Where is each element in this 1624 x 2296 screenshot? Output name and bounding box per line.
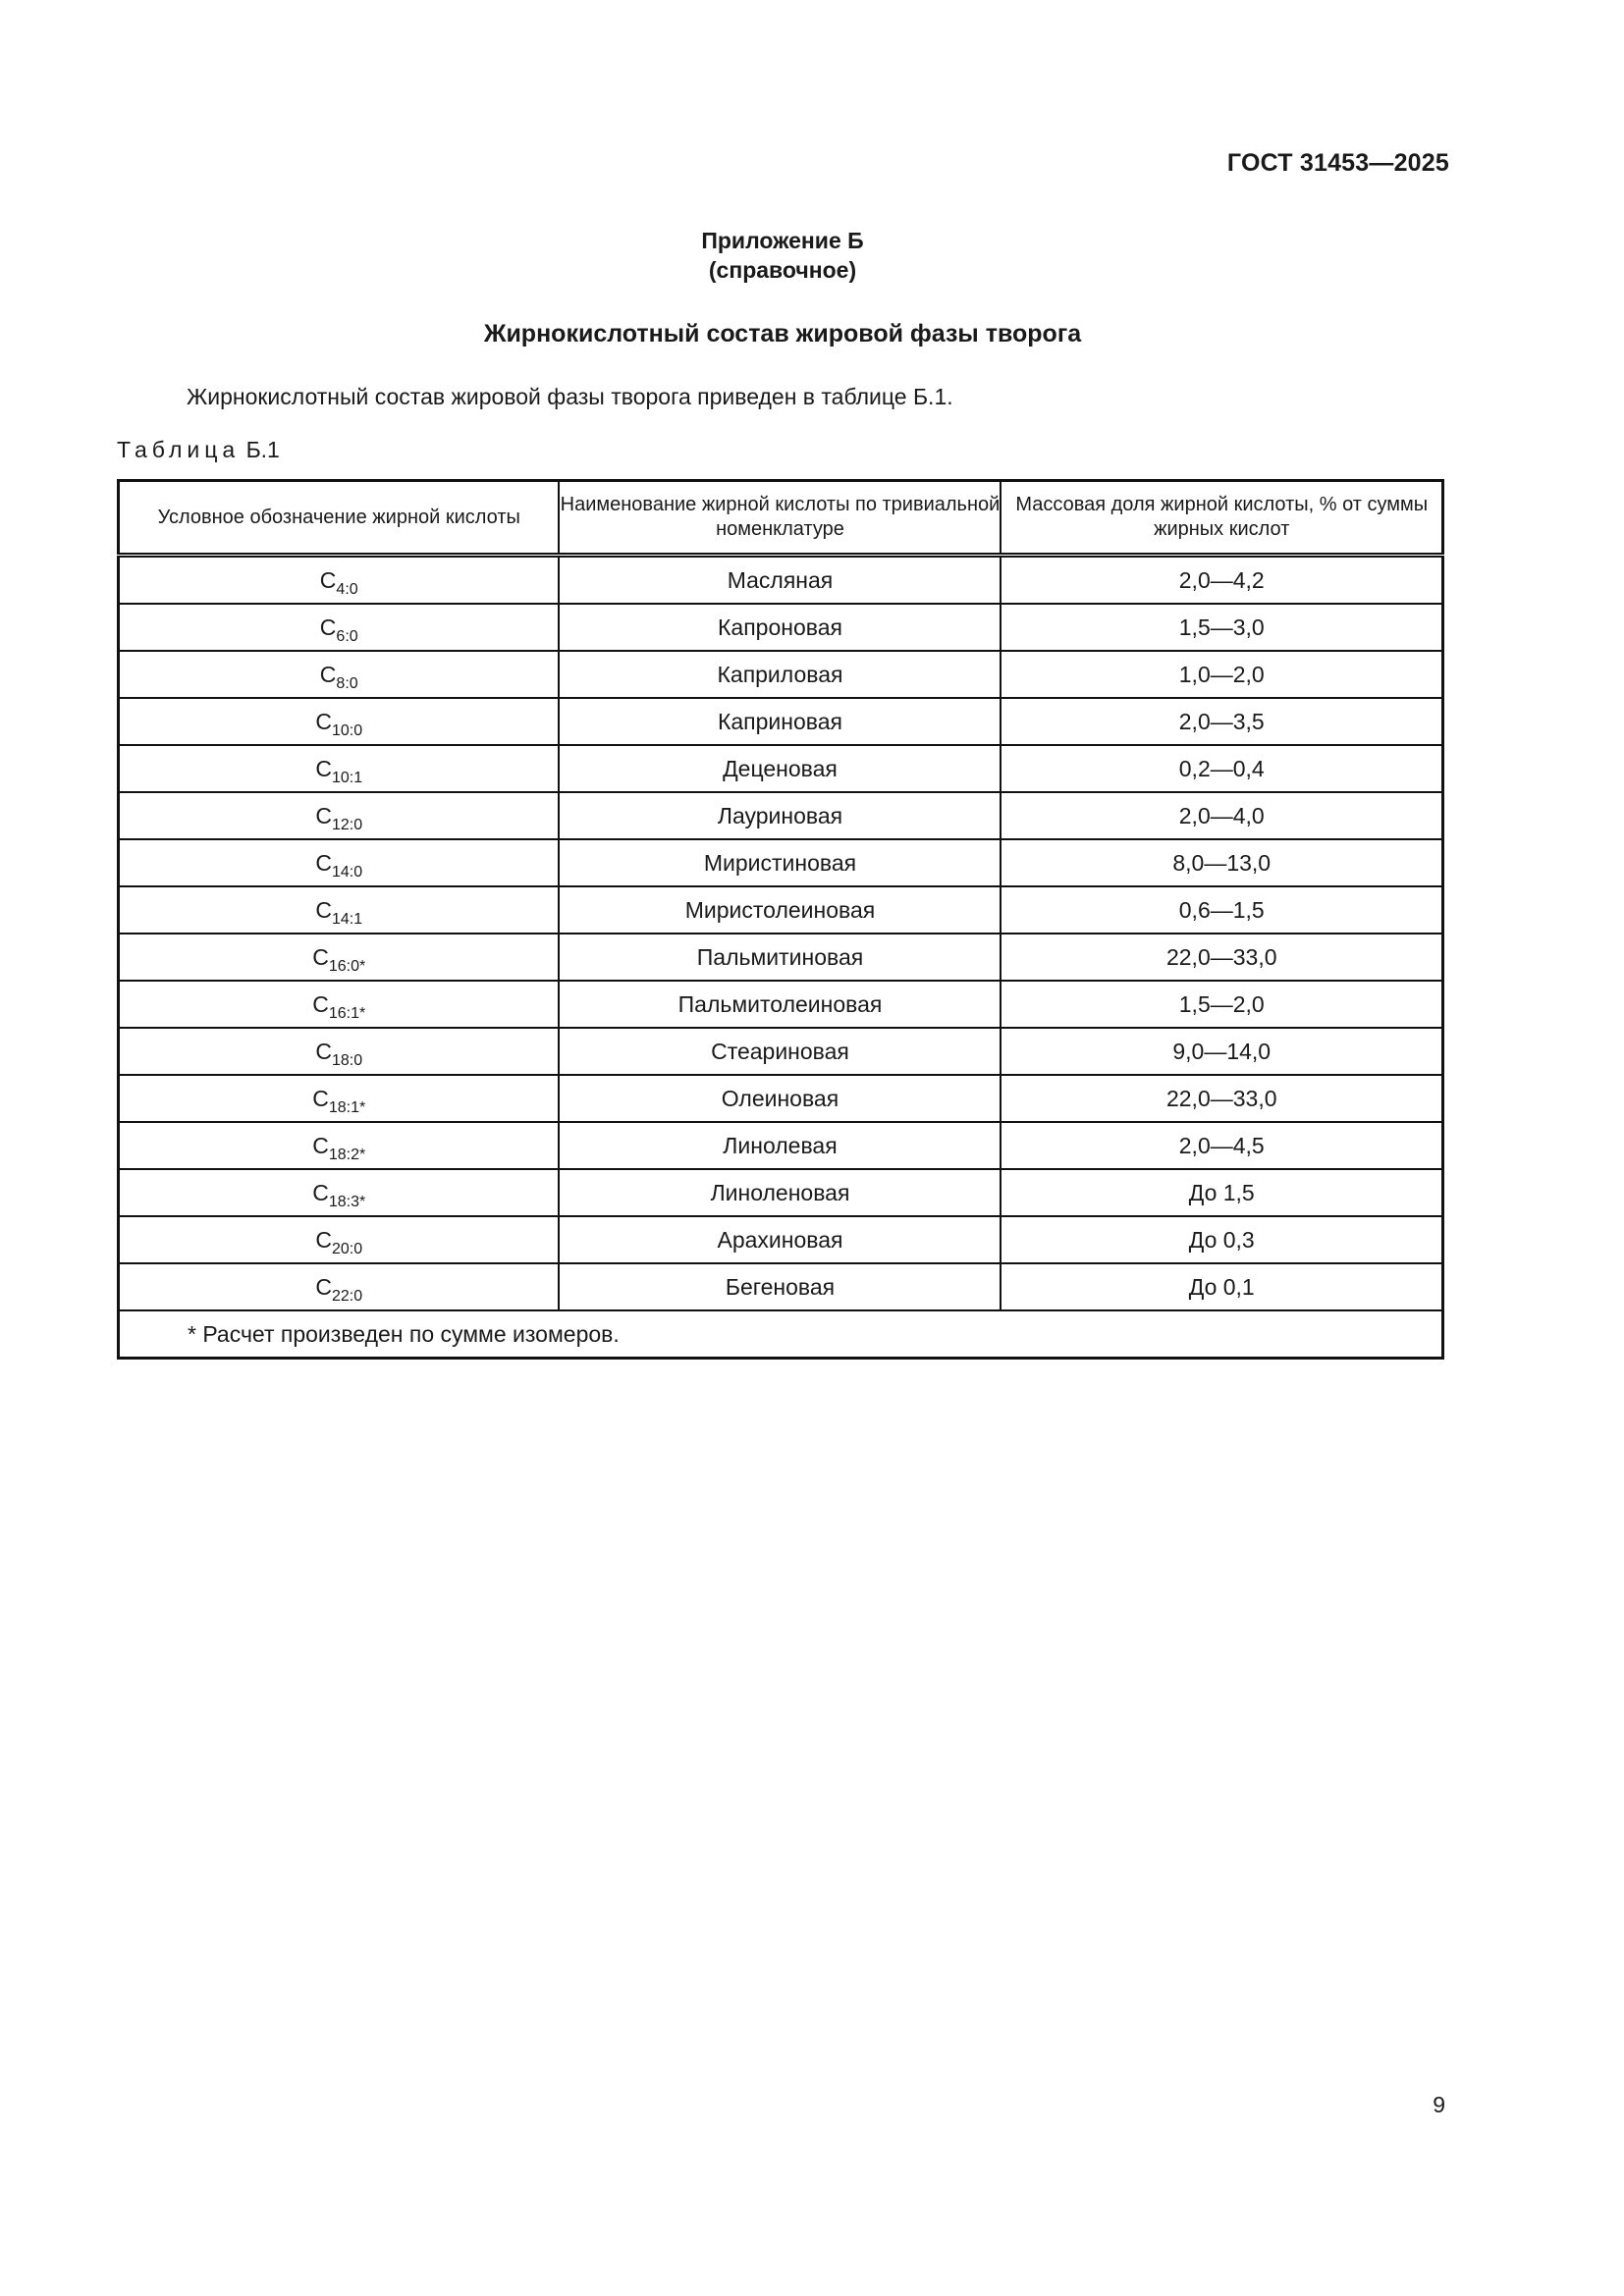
- symbol-letter: C: [315, 896, 332, 923]
- fatty-acid-symbol: [119, 556, 560, 605]
- fatty-acid-symbol: [119, 745, 560, 792]
- symbol-letter: C: [319, 566, 337, 593]
- symbol-index: 16:0*: [328, 957, 366, 975]
- fatty-acid-name: Линоленовая: [559, 1169, 1001, 1216]
- table-footnote: * Расчет произведен по сумме изомеров.: [119, 1310, 1443, 1359]
- mass-fraction-value: До 1,5: [1001, 1169, 1442, 1216]
- intro-paragraph: Жирнокислотный состав жировой фазы творога приведен в таблице Б.1.: [187, 384, 953, 409]
- table-row: [119, 745, 1443, 792]
- fatty-acid-name: Деценовая: [559, 745, 1001, 792]
- table-row: [119, 1263, 1443, 1310]
- table-caption-number: Б.1: [245, 437, 280, 462]
- fatty-acid-name: Миристолеиновая: [559, 886, 1001, 934]
- page-number: 9: [1433, 2092, 1445, 2117]
- fatty-acid-symbol: [119, 604, 560, 651]
- table-row: [119, 1216, 1443, 1263]
- fatty-acid-name: Стеариновая: [559, 1028, 1001, 1075]
- appendix-heading: [0, 226, 1565, 285]
- symbol-letter: C: [312, 1085, 329, 1111]
- table-row: [119, 556, 1443, 605]
- fatty-acid-symbol: [119, 886, 560, 934]
- table-row: [119, 839, 1443, 886]
- symbol-letter: C: [315, 755, 332, 781]
- mass-fraction-value: 22,0—33,0: [1001, 934, 1442, 981]
- mass-fraction-value: До 0,1: [1001, 1263, 1442, 1310]
- symbol-letter: C: [319, 661, 337, 687]
- appendix-subtitle: (справочное): [708, 257, 857, 283]
- fatty-acid-symbol: [119, 981, 560, 1028]
- symbol-index: 10:0: [331, 721, 363, 739]
- fatty-acid-name: Пальмитолеиновая: [559, 981, 1001, 1028]
- mass-fraction-value: До 0,3: [1001, 1216, 1442, 1263]
- table-row: [119, 651, 1443, 698]
- mass-fraction-value: 8,0—13,0: [1001, 839, 1442, 886]
- symbol-index: 16:1*: [328, 1004, 366, 1022]
- table-row: [119, 1122, 1443, 1169]
- symbol-index: 14:1: [331, 910, 363, 928]
- symbol-letter: C: [319, 614, 337, 640]
- symbol-index: 18:1*: [328, 1098, 366, 1116]
- symbol-letter: C: [312, 1132, 329, 1158]
- symbol-letter: C: [315, 708, 332, 734]
- column-header-name: Наименование жирной кислоты по тривиальной номенклатуре: [559, 481, 1001, 556]
- fatty-acid-symbol: [119, 1216, 560, 1263]
- section-title: Жирнокислотный состав жировой фазы творога: [483, 320, 1082, 347]
- mass-fraction-value: 1,0—2,0: [1001, 651, 1442, 698]
- fatty-acid-symbol: [119, 792, 560, 839]
- symbol-letter: C: [312, 990, 329, 1017]
- fatty-acid-name: Каприловая: [559, 651, 1001, 698]
- symbol-index: 18:2*: [328, 1146, 366, 1163]
- table-caption-label: Таблица: [117, 437, 241, 462]
- table-row: [119, 1075, 1443, 1122]
- table-row: [119, 886, 1443, 934]
- symbol-index: 4:0: [336, 580, 358, 598]
- fatty-acid-name: Олеиновая: [559, 1075, 1001, 1122]
- appendix-title: Приложение Б: [701, 228, 864, 253]
- mass-fraction-value: 0,2—0,4: [1001, 745, 1442, 792]
- fatty-acid-name: Миристиновая: [559, 839, 1001, 886]
- mass-fraction-value: 22,0—33,0: [1001, 1075, 1442, 1122]
- fatty-acid-symbol: [119, 1122, 560, 1169]
- fatty-acid-symbol: [119, 651, 560, 698]
- symbol-letter: C: [315, 802, 332, 828]
- table-header-row: [119, 481, 1443, 556]
- fatty-acid-symbol: [119, 1263, 560, 1310]
- symbol-index: 14:0: [331, 863, 363, 881]
- fatty-acid-table: [117, 479, 1444, 1360]
- mass-fraction-value: 2,0—4,2: [1001, 556, 1442, 605]
- fatty-acid-symbol: [119, 698, 560, 745]
- fatty-acid-symbol: [119, 839, 560, 886]
- symbol-index: 10:1: [331, 769, 363, 786]
- mass-fraction-value: 0,6—1,5: [1001, 886, 1442, 934]
- symbol-index: 18:3*: [328, 1193, 366, 1210]
- mass-fraction-value: 2,0—4,0: [1001, 792, 1442, 839]
- symbol-letter: C: [312, 1179, 329, 1205]
- table-row: [119, 1028, 1443, 1075]
- table-row: [119, 792, 1443, 839]
- symbol-index: 8:0: [336, 674, 358, 692]
- symbol-index: 12:0: [331, 816, 363, 833]
- table-body: [119, 556, 1443, 1311]
- fatty-acid-symbol: [119, 1169, 560, 1216]
- symbol-letter: C: [315, 1273, 332, 1300]
- symbol-index: 20:0: [331, 1240, 363, 1257]
- fatty-acid-symbol: [119, 1075, 560, 1122]
- mass-fraction-value: 1,5—2,0: [1001, 981, 1442, 1028]
- mass-fraction-value: 1,5—3,0: [1001, 604, 1442, 651]
- fatty-acid-symbol: [119, 934, 560, 981]
- symbol-index: 6:0: [336, 627, 358, 645]
- mass-fraction-value: 9,0—14,0: [1001, 1028, 1442, 1075]
- fatty-acid-name: Бегеновая: [559, 1263, 1001, 1310]
- symbol-letter: C: [315, 849, 332, 876]
- mass-fraction-value: 2,0—3,5: [1001, 698, 1442, 745]
- table-footnote-row: [119, 1310, 1443, 1359]
- table-row: [119, 1169, 1443, 1216]
- fatty-acid-name: Масляная: [559, 556, 1001, 605]
- table-row: [119, 604, 1443, 651]
- fatty-acid-name: Капроновая: [559, 604, 1001, 651]
- fatty-acid-name: Пальмитиновая: [559, 934, 1001, 981]
- table-row: [119, 934, 1443, 981]
- symbol-index: 22:0: [331, 1287, 363, 1305]
- column-header-mass-fraction: Массовая доля жирной кислоты, % от суммы жирных кислот: [1001, 481, 1442, 556]
- table-caption: [117, 437, 280, 463]
- symbol-letter: C: [312, 943, 329, 970]
- column-header-symbol: Условное обозначение жирной кислоты: [119, 481, 560, 556]
- table-row: [119, 698, 1443, 745]
- table-row: [119, 981, 1443, 1028]
- fatty-acid-name: Арахиновая: [559, 1216, 1001, 1263]
- fatty-acid-name: Линолевая: [559, 1122, 1001, 1169]
- symbol-letter: C: [315, 1038, 332, 1064]
- fatty-acid-symbol: [119, 1028, 560, 1075]
- symbol-letter: C: [315, 1226, 332, 1253]
- fatty-acid-name: Каприновая: [559, 698, 1001, 745]
- fatty-acid-name: Лауриновая: [559, 792, 1001, 839]
- mass-fraction-value: 2,0—4,5: [1001, 1122, 1442, 1169]
- document-code: ГОСТ 31453—2025: [1226, 149, 1449, 177]
- symbol-index: 18:0: [331, 1051, 363, 1069]
